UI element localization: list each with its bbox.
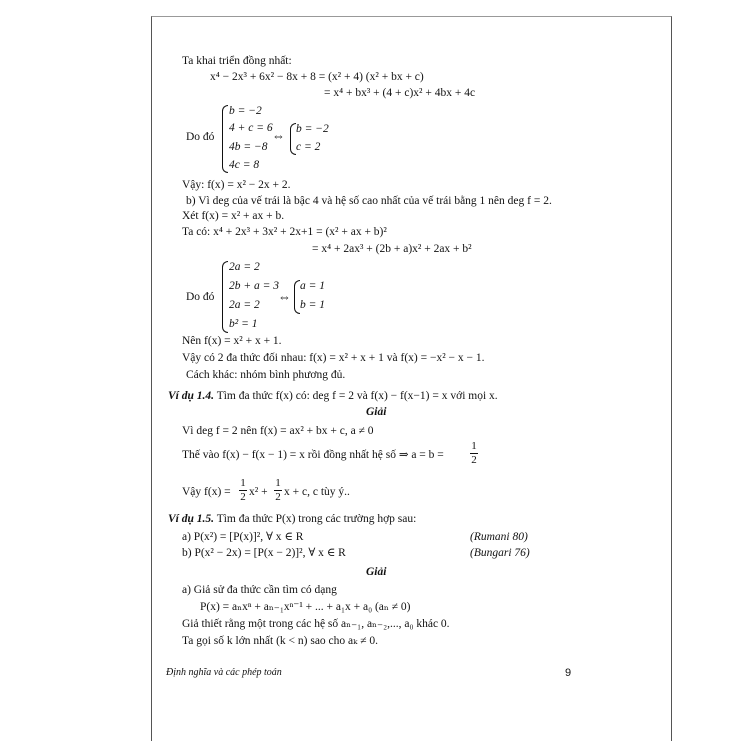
text-line: Cách khác: nhóm bình phương đủ. [186, 369, 346, 381]
example-heading [168, 513, 416, 526]
text-line: x² + [249, 486, 268, 498]
fraction-denominator: 2 [275, 491, 281, 503]
solution-heading: Giải [366, 566, 387, 578]
text-line: Ta khai triển đồng nhất: [182, 55, 292, 67]
equation: 2b + a = 3 [229, 280, 280, 292]
text-line: Vì deg f = 2 nên f(x) = ax² + bx + c, a ≠ 0 [182, 425, 374, 437]
solution-heading: Giải [366, 406, 387, 418]
text-line: Giả thiết rằng một trong các hệ số aₙ₋₁, aₙ₋₂,..., a₀ khác 0. [182, 618, 450, 630]
fraction-numerator: 1 [240, 477, 246, 489]
text-line: x⁴ − 2x³ + 6x² − 8x + 8 = (x² + 4) (x² + bx + c) [210, 71, 424, 83]
fraction [470, 441, 478, 466]
fraction-denominator: 2 [471, 454, 477, 466]
fraction-denominator: 2 [240, 491, 246, 503]
equation: 2a = 2 [229, 261, 260, 273]
fraction-numerator: 1 [471, 440, 477, 452]
text-line: Vậy f(x) = [182, 486, 231, 498]
text-line: b) Vì deg của vế trái là bậc 4 và hệ số cao nhất của vế trái bằng 1 nên deg f = 2. [186, 195, 552, 207]
text-line: Thế vào f(x) − f(x − 1) = x rồi đồng nhất hệ số ⇒ a = b = [182, 449, 444, 461]
equation: b = −2 [229, 105, 262, 117]
equation: 4 + c = 6 [229, 122, 273, 134]
text-line: = x⁴ + bx³ + (4 + c)x² + 4bx + 4c [324, 87, 476, 99]
text-line: x + c, c tùy ý.. [284, 486, 350, 498]
text-line: a) Giả sử đa thức cần tìm có dạng [182, 584, 337, 596]
book-page [151, 16, 672, 741]
text-line: Vậy: f(x) = x² − 2x + 2. [182, 179, 291, 191]
text-line: Ta có: x⁴ + 2x³ + 3x² + 2x+1 = (x² + ax + b)² [182, 226, 387, 238]
fraction-numerator: 1 [275, 477, 281, 489]
equation: c = 2 [296, 141, 321, 153]
equation: b = 1 [300, 299, 326, 311]
equation: 4c = 8 [229, 159, 260, 171]
source-note: (Rumani 80) [470, 531, 528, 543]
text-line: Do đó [186, 291, 215, 303]
example-label: Ví dụ 1.5. [168, 513, 215, 525]
text-line: b) P(x² − 2x) = [P(x − 2)]², ∀ x ∈ R [182, 547, 346, 559]
page-number: 9 [565, 667, 572, 679]
example-heading [168, 390, 498, 403]
text-line: Nên f(x) = x² + x + 1. [182, 335, 282, 347]
footer-title: Định nghĩa và các phép toán [166, 667, 282, 678]
equation: 2a = 2 [229, 299, 260, 311]
equation: b² = 1 [229, 318, 258, 330]
source-note: (Bungari 76) [470, 547, 530, 559]
text-line: Xét f(x) = x² + ax + b. [182, 210, 285, 222]
text-line: P(x) = aₙxⁿ + aₙ₋₁xⁿ⁻¹ + ... + a₁x + a₀ (aₙ ≠ 0) [200, 601, 411, 613]
equation: a = 1 [300, 280, 326, 292]
text-line: Vậy có 2 đa thức đối nhau: f(x) = x² + x + 1 và f(x) = −x² − x − 1. [182, 352, 485, 364]
text-line: a) P(x²) = [P(x)]², ∀ x ∈ R [182, 531, 304, 543]
text-line: Do đó [186, 131, 215, 143]
fraction [239, 478, 247, 503]
equivalence-arrow-icon: ⇔ [272, 128, 285, 143]
text-line: = x⁴ + 2ax³ + (2b + a)x² + 2ax + b² [312, 243, 472, 255]
equivalence-arrow-icon: ⇔ [278, 289, 291, 304]
equation: 4b = −8 [229, 141, 268, 153]
example-text: Tìm đa thức P(x) trong các trường hợp sau: [216, 513, 417, 525]
example-label: Ví dụ 1.4. [168, 390, 215, 402]
system-brace [222, 105, 228, 173]
system-brace [222, 261, 228, 333]
text-line: Ta gọi số k lớn nhất (k < n) sao cho aₖ ≠ 0. [182, 635, 379, 647]
fraction [274, 478, 282, 503]
example-text: Tìm đa thức f(x) có: deg f = 2 và f(x) − f(x−1) = x với mọi x. [216, 390, 498, 402]
equation: b = −2 [296, 123, 329, 135]
